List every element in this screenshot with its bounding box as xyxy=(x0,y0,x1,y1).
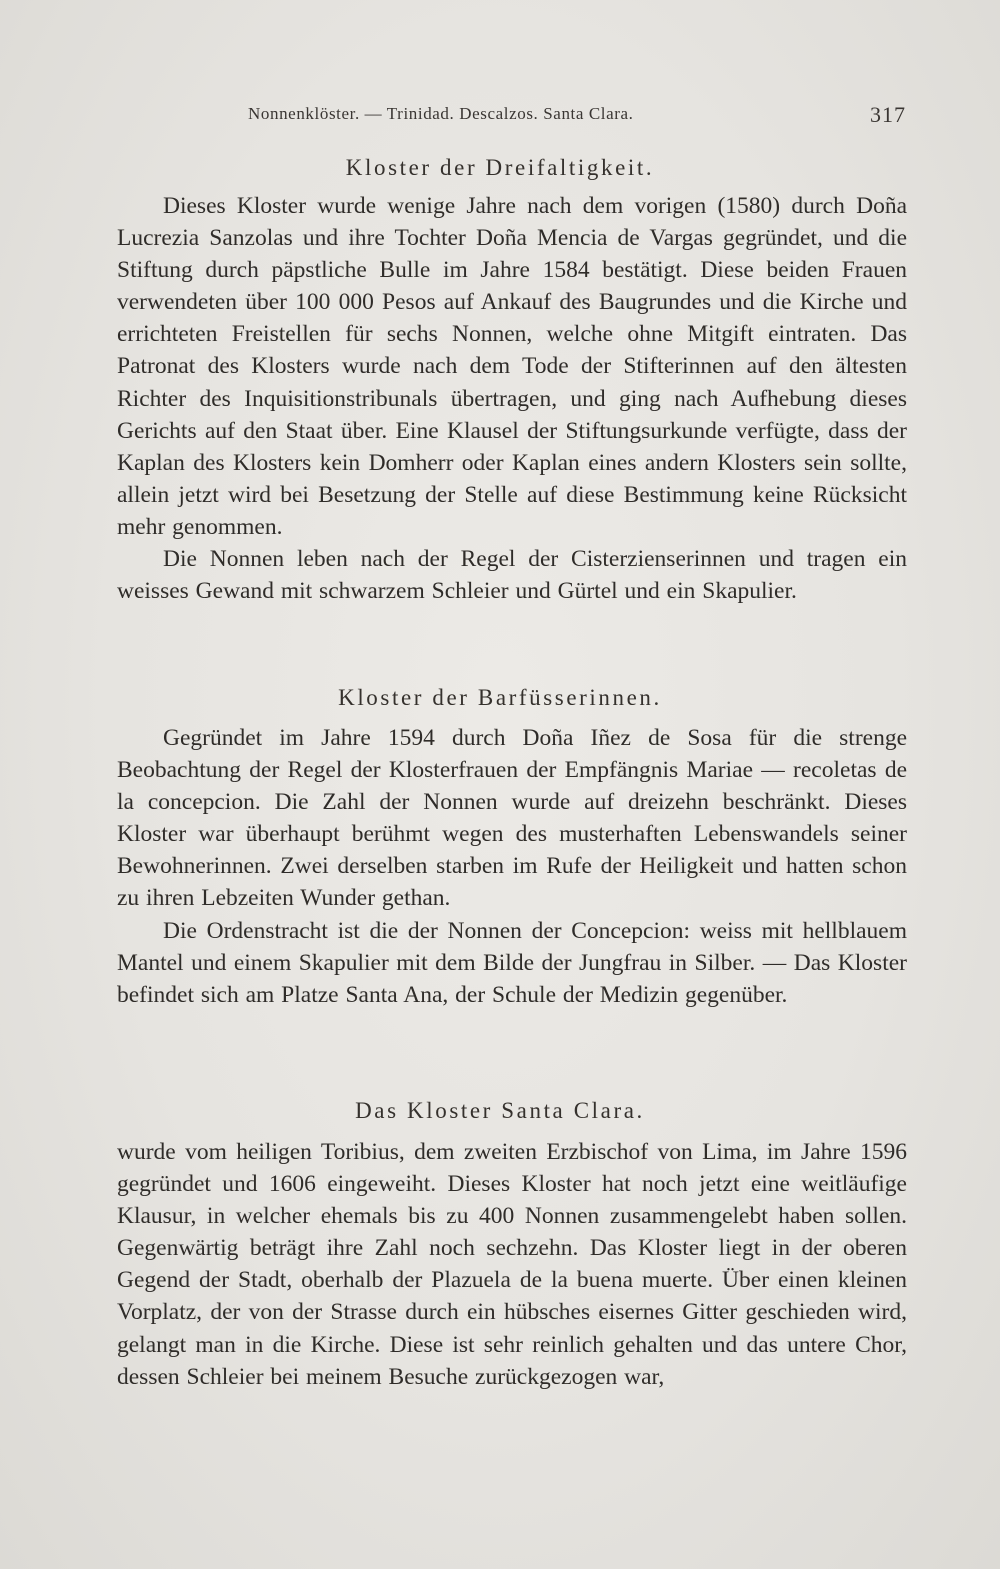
paragraph: Die Nonnen leben nach der Regel der Cisterzienserinnen und tragen ein weisses Gewand mit schwarzem Schleier und Gürtel und ein Skapulier. xyxy=(117,546,907,605)
page-header xyxy=(248,102,906,132)
section-heading-dreifaltigkeit: Kloster der Dreifaltigkeit. xyxy=(345,155,655,180)
running-title: Nonnenklöster. — Trinidad. Descalzos. Santa Clara. xyxy=(248,104,634,123)
section-body-dreifaltigkeit xyxy=(117,190,907,607)
paragraph: Dieses Kloster wurde wenige Jahre nach dem vorigen (1580) durch Doña Lucrezia Sanzolas und ihre Tochter Doña Mencia de Vargas gegründet, und die Stiftung durch päpstliche Bulle im Jahre 1584 bestätigt. Diese beiden Frauen verwendeten über 100 000 Pesos auf Ankauf des Baugrundes und die Kirche und errichteten Freistellen für sechs Nonnen, welche ohne Mitgift eintraten. Das Patronat des Klosters wurde nach dem Tode der Stifterinnen auf den ältesten Richter des Inquisitionstribunals übertragen, und ging nach Aufhebung dieses Gerichts auf den Staat über. Eine Klausel der Stiftungsurkunde verfügte, dass der Kaplan des Klosters kein Domherr oder Kaplan eines andern Klosters sein sollte, allein jetzt wird bei Besetzung der Stelle auf diese Bestimmung keine Rücksicht mehr genommen. xyxy=(117,193,907,540)
page-number: 317 xyxy=(870,102,906,127)
paragraph: Gegründet im Jahre 1594 durch Doña Iñez de Sosa für die strenge Beobachtung der Regel der Klosterfrauen der Empfängnis Mariae — recoletas de la concepcion. Die Zahl der Nonnen wurde auf dreizehn beschränkt. Dieses Kloster war überhaupt berühmt wegen des musterhaften Lebenswandels seiner Bewohnerinnen. Zwei derselben starben im Rufe der Heiligkeit und hatten schon zu ihren Lebzeiten Wunder gethan. xyxy=(117,725,907,912)
section-body-barfuesserinnen xyxy=(117,722,907,1011)
section-heading-barfuesserinnen: Kloster der Barfüsserinnen. xyxy=(338,685,662,710)
section-body-santa-clara xyxy=(117,1136,907,1393)
section-heading-santa-clara: Das Kloster Santa Clara. xyxy=(355,1098,645,1123)
paragraph: Die Ordenstracht ist die der Nonnen der Concepcion: weiss mit hellblauem Mantel und einem Skapulier mit dem Bilde der Jungfrau in Silber. — Das Kloster befindet sich am Platze Santa Ana, der Schule der Medizin gegenüber. xyxy=(117,917,907,1008)
paragraph: wurde vom heiligen Toribius, dem zweiten Erzbischof von Lima, im Jahre 1596 gegründet und 1606 eingeweiht. Dieses Kloster hat noch jetzt eine weitläufige Klausur, in welcher ehemals bis zu 400 Nonnen zusammengelebt haben sollen. Gegenwärtig beträgt ihre Zahl noch sechzehn. Das Kloster liegt in der oberen Gegend der Stadt, oberhalb der Plazuela de la buena muerte. Über einen kleinen Vorplatz, der von der Strasse durch ein hübsches eisernes Gitter geschieden wird, gelangt man in die Kirche. Diese ist sehr reinlich gehalten und das untere Chor, dessen Schleier bei meinem Besuche zurückgezogen war, xyxy=(117,1139,907,1390)
